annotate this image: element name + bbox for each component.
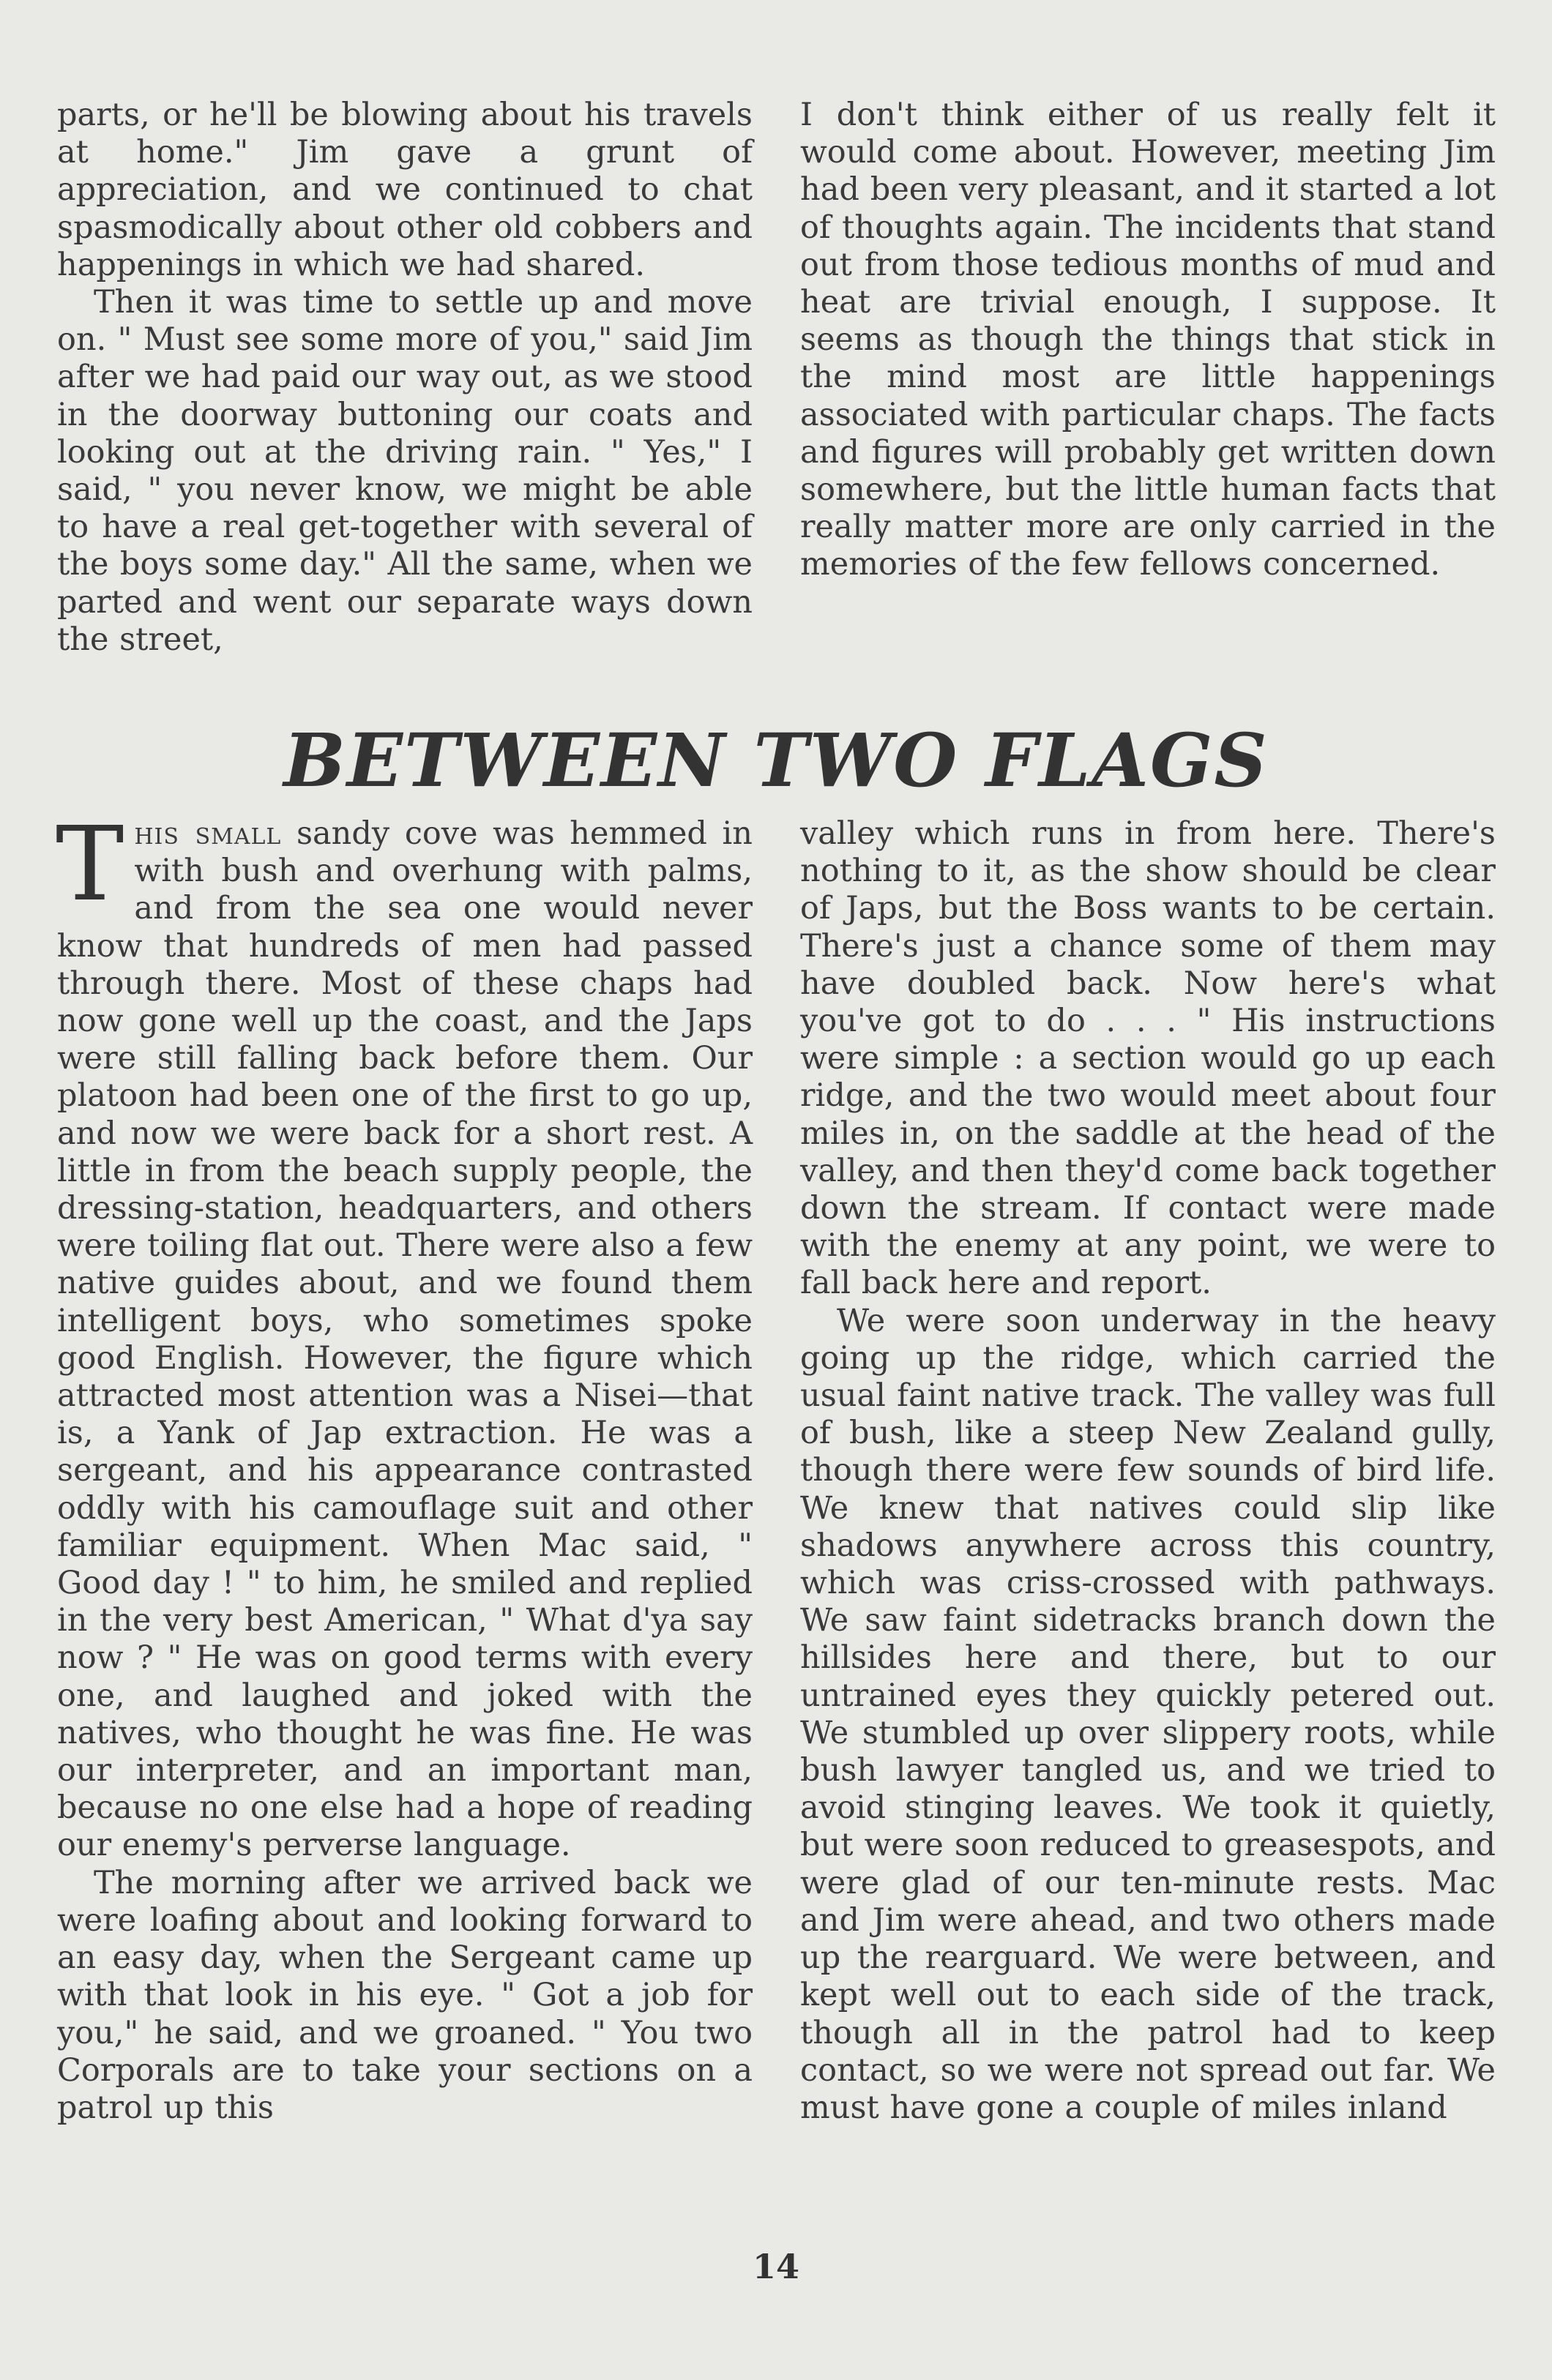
small-caps-lead: his small [134,815,282,852]
page-number: 14 [752,2247,799,2286]
top-right-column [800,97,1496,584]
paragraph-text: sandy cove was hemmed in with bush and overhung with palms, and from the sea one would never know that hundreds of men had passed through there. Most of these chaps had now gone well up the coast, and the Japs were still falling back before them. Our platoon had been one of the first to go up, and now we were back for a short rest. A little in from the beach supply people, the dressing-station, headquarters, and others were toiling flat out. There were also a few native guides about, and we found them intelligent boys, who sometimes spoke good English. However, the figure which attracted most attention was a Nisei—that is, a Yank of Jap extraction. He was a sergeant, and his appearance contrasted oddly with his camouflage suit and other familiar equipment. When Mac said, " Good day ! " to him, he smiled and replied in the very best American, " What d'ya say now ? " He was on good terms with every one, and laughed and joked with the natives, who thought he was fine. He was our interpreter, and an important man, because no one else had a hope of reading our enemy's perverse language. [57,815,753,1864]
bottom-left-column [56,805,753,2127]
paragraph: We were soon underway in the heavy going up the ridge, which carried the usual faint native track. The valley was full of bush, like a steep New Zealand gully, though there were few sounds of bird life. We knew that natives could slip like shadows anywhere across this country, which was criss-crossed with pathways. We saw faint sidetracks branch down the hillsides here and there, but to our untrained eyes they quickly petered out. We stumbled up over slippery roots, while bush lawyer tangled us, and we tried to avoid stinging leaves. We took it quietly, but were soon reduced to greasespots, and were glad of our ten-minute rests. Mac and Jim were ahead, and two others made up the rearguard. We were between, and kept well out to each side of the track, though all in the patrol had to keep contact, so we were not spread out far. We must have gone a couple of miles inland [800,1302,1496,2126]
paragraph: The morning after we arrived back we were loafing about and looking forward to an easy day, when the Sergeant came up with that look in his eye. " Got a job for you," he said, and we groaned. " You two Corporals are to take your sections on a patrol up this [57,1864,753,2126]
paragraph: valley which runs in from here. There's nothing to it, as the show should be clear of Japs, but the Boss wants to be certain. There's just a chance some of them may have doubled back. Now here's what you've got to do . . . " His instructions were simple : a section would go up each ridge, and the two would meet about four miles in, on the saddle at the head of the valley, and then they'd come back together down the stream. If contact were made with the enemy at any point, we were to fall back here and report. [800,815,1496,1302]
drop-cap: T [56,805,124,924]
paragraph: parts, or he'll be blowing about his travels at home." Jim gave a grunt of appreciation, and we continued to chat spasmodically about other old cobbers and happenings in which we had shared. [57,97,753,283]
opening-paragraph [56,805,753,1865]
top-left-column [57,97,753,659]
paragraph: Then it was time to settle up and move on. " Must see some more of you," said Jim after we had paid our way out, as we stood in the doorway buttoning our coats and looking out at the driving rain. " Yes," I said, " you never know, we might be able to have a real get-together with several of the boys some day." All the same, when we parted and went our separate ways down the street, [57,284,753,658]
article-title: BETWEEN TWO FLAGS [283,717,1269,804]
bottom-right-column [800,815,1496,2127]
paragraph: I don't think either of us really felt it would come about. However, meeting Jim had been very pleasant, and it started a lot of thoughts again. The incidents that stand out from those tedious months of mud and heat are trivial enough, I suppose. It seems as though the things that stick in the mind most are little happenings associated with particular chaps. The facts and figures will probably get written down somewhere, but the little human facts that really matter more are only carried in the memories of the few fellows concerned. [800,97,1496,583]
